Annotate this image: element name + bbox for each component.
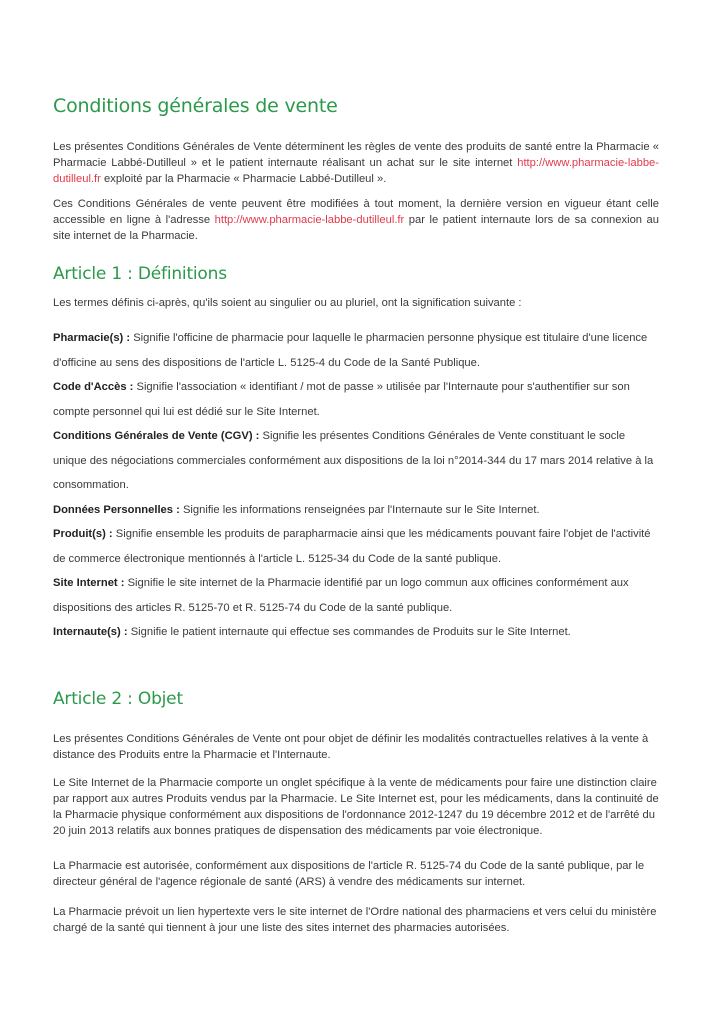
- definition-item: Pharmacie(s) : Signifie l'officine de pharmacie pour laquelle le pharmacien personne physique est titulaire d'une licence d'officine au sens des dispositions de l'article L. 5125-4 du Code de la Santé Publique.: [53, 332, 648, 369]
- definitions-list: [53, 326, 659, 645]
- page-title: Conditions générales de vente: [53, 95, 338, 117]
- definition-item: Produit(s) : Signifie ensemble les produits de parapharmacie ainsi que les médicaments pouvant faire l'objet de l'activité de commerce électronique mentionnés à l'article L. 5125-34 du Code de la santé publique.: [53, 528, 651, 565]
- site-link[interactable]: http://www.pharmacie-labbe-dutilleul.fr: [53, 157, 659, 185]
- article-2-paragraph-4: La Pharmacie prévoit un lien hypertexte vers le site internet de l'Ordre national des pharmaciens et vers celui du ministère chargé de la santé qui tiennent à jour une liste des sites internet des pharmacies autorisées.: [53, 906, 657, 934]
- intro-paragraph-1: Les présentes Conditions Générales de Vente déterminent les règles de vente des produits de santé entre la Pharmacie « Pharmacie Labbé-Dutilleul » et le patient internaute réalisant un achat sur le site internet http://www.pharmacie-labbe-dutilleul.fr exploité par la Pharmacie « Pharmacie Labbé-Dutilleul ».: [53, 141, 659, 185]
- definition-item: Données Personnelles : Signifie les informations renseignées par l'Internaute sur le Site Internet.: [53, 503, 540, 516]
- site-link-2[interactable]: http://www.pharmacie-labbe-dutilleul.fr: [214, 214, 405, 226]
- definition-item: Internaute(s) : Signifie le patient internaute qui effectue ses commandes de Produits sur le Site Internet.: [53, 626, 571, 638]
- article-2-paragraph-3: La Pharmacie est autorisée, conformément aux dispositions de l'article R. 5125-74 du Code de la santé publique, par le directeur général de l'agence régionale de santé (ARS) à vendre des médicaments sur internet.: [53, 860, 645, 888]
- definition-item: Code d'Accès : Signifie l'association « identifiant / mot de passe » utilisée par l'Internaute pour s'authentifier sur son compte personnel qui lui est dédié sur le Site Internet.: [53, 381, 630, 418]
- definition-item: Conditions Générales de Vente (CGV) : Signifie les présentes Conditions Générales de Vente constituant le socle unique des négociations commerciales conformément aux dispositions de la loi n°2014-344 du 17 mars 2014 relative à la consommation.: [53, 430, 654, 491]
- article-2-paragraph-2: Le Site Internet de la Pharmacie comporte un onglet spécifique à la vente de médicaments pour faire une distinction claire par rapport aux autres Produits vendus par la Pharmacie. Le Site Internet est, pour les médicaments, dans la continuité de la Pharmacie physique conformément aux dispositions de l'ordonnance 2012-1247 du 19 décembre 2012 et de l'arrêté du 20 juin 2013 relatifs aux bonnes pratiques de dispensation des médicaments par voie électronique.: [53, 777, 659, 837]
- article-2-paragraph-1: Les présentes Conditions Générales de Vente ont pour objet de définir les modalités contractuelles relatives à la vente à distance des Produits entre la Pharmacie et l'Internaute.: [53, 733, 649, 761]
- article-1-heading: Article 1 : Définitions: [53, 264, 227, 284]
- article-1-lead: Les termes définis ci-après, qu'ils soient au singulier ou au pluriel, ont la signification suivante :: [53, 297, 522, 309]
- definition-item: Site Internet : Signifie le site internet de la Pharmacie identifié par un logo commun aux officines conformément aux dispositions des articles R. 5125-70 et R. 5125-74 du Code de la santé publique.: [53, 577, 629, 614]
- article-2-heading: Article 2 : Objet: [53, 689, 183, 709]
- intro-paragraph-2: Ces Conditions Générales de vente peuvent être modifiées à tout moment, la dernière version en vigueur étant celle accessible en ligne à l'adresse http://www.pharmacie-labbe-dutilleul.fr par le patient internaute lors de sa connexion au site internet de la Pharmacie.: [53, 198, 659, 242]
